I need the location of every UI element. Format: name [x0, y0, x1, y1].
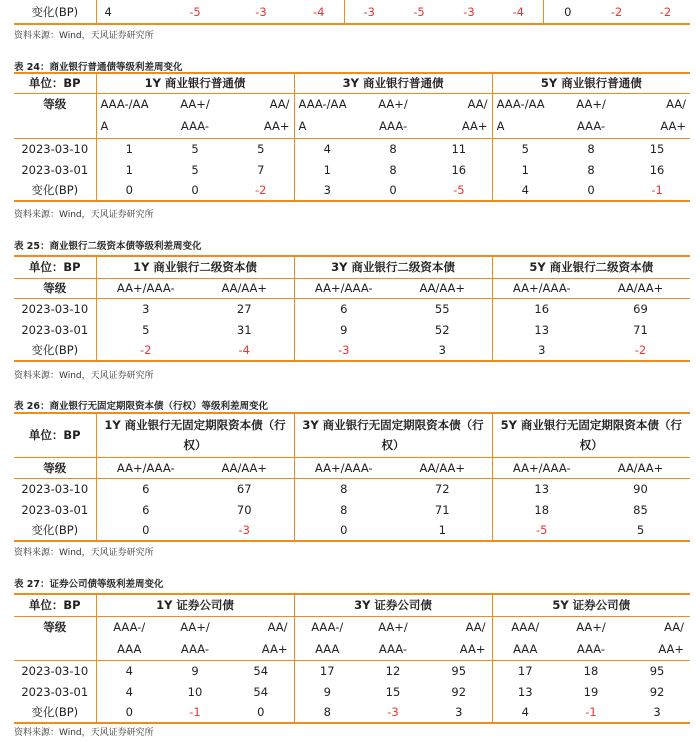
table-cell: 8	[389, 162, 397, 177]
table-cell: -3	[294, 340, 393, 361]
table-cell: 3	[492, 340, 591, 361]
table-row	[14, 520, 690, 541]
table-cell: 3	[393, 340, 492, 361]
table-cell: 9	[191, 663, 199, 678]
table-cell: -5	[492, 520, 591, 541]
column-header: AAA-/	[96, 616, 162, 638]
table-cell: 17	[492, 660, 558, 681]
unit-label: 单位：BP	[14, 256, 96, 278]
table-cell: 8	[294, 702, 360, 723]
table-cell: 4	[492, 702, 558, 723]
table-cell: 13	[492, 681, 558, 702]
table-cell: 8	[294, 499, 393, 520]
table-cell: -1	[558, 702, 624, 723]
table-24	[14, 72, 690, 202]
table-cell: 9	[294, 681, 360, 702]
grade-label: 等级	[43, 620, 67, 635]
table-cell: 1	[96, 138, 162, 159]
group-header: 1Y 商业银行二级资本债	[96, 256, 294, 278]
column-header: AA+/AAA-	[294, 457, 393, 478]
table-cell: 1	[96, 159, 162, 180]
row-label: 2023-03-01	[21, 502, 89, 517]
group-header: 5Y 商业银行无固定期限资本债（行权）	[492, 413, 690, 457]
row-label: 2023-03-01	[21, 322, 89, 337]
table-row	[14, 340, 690, 361]
table-cell: 4	[294, 138, 360, 159]
group-header: 5Y 商业银行二级资本债	[492, 256, 690, 278]
table-cell: 5	[492, 138, 558, 159]
group-header: 1Y 商业银行无固定期限资本债（行权）	[96, 413, 294, 457]
grade-label: 等级	[14, 278, 96, 298]
column-header: AA+/	[576, 97, 606, 112]
row-label: 变化(BP)	[14, 340, 96, 361]
table-cell: 31	[236, 322, 252, 337]
unit-label: 单位：BP	[14, 594, 96, 616]
column-header: AA/	[467, 97, 488, 112]
table-cell: -2	[96, 340, 195, 361]
table-cell: 16	[492, 298, 591, 319]
table-cell: 13	[492, 319, 591, 340]
row-label: 2023-03-10	[21, 301, 89, 316]
table-cell: 19	[583, 684, 599, 699]
unit-label: 单位：BP	[14, 73, 96, 93]
column-header: AAA	[96, 638, 162, 660]
column-header: AAA-/AA	[294, 93, 360, 115]
table-cell: 54	[253, 684, 269, 699]
column-header: AA+/	[180, 97, 210, 112]
table-26	[14, 412, 690, 542]
table-title: 表 27：证券公司债等级利差周变化	[14, 579, 164, 590]
table-cell: 27	[236, 301, 252, 316]
table-title: 表 25：商业银行二级资本债等级利差周变化	[14, 241, 202, 252]
column-header: AA/	[666, 97, 687, 112]
table-cell: 8	[389, 141, 397, 156]
table-cell: -5	[162, 0, 228, 24]
table-title: 表 26：商业银行无固定期限资本债（行权）等级利差周变化	[14, 401, 269, 412]
table-cell: -3	[360, 702, 426, 723]
table-cell: 0	[96, 702, 162, 723]
table-row	[14, 298, 690, 319]
column-header: AA/AA+	[393, 457, 492, 478]
column-header: AAA	[492, 638, 558, 660]
table-cell: 17	[294, 660, 360, 681]
table-cell: 18	[492, 499, 591, 520]
table-cell: 0	[96, 180, 162, 201]
table-cell: 13	[492, 478, 591, 499]
table-cell: 85	[633, 502, 648, 517]
table-cell: 15	[649, 141, 665, 156]
table-cell: 9	[294, 319, 393, 340]
table-cell: -1	[162, 702, 228, 723]
table-cell: 16	[451, 162, 467, 177]
group-header: 3Y 商业银行无固定期限资本债（行权）	[294, 413, 492, 457]
table-cell: 15	[385, 684, 401, 699]
column-header: AA+/AAA-	[96, 278, 195, 298]
table-cell: 0	[228, 702, 294, 723]
table-25	[14, 255, 690, 362]
column-header: AAA-	[360, 115, 426, 138]
table-cell: 1	[393, 520, 492, 541]
row-label: 2023-03-01	[21, 684, 89, 699]
table-cell: 6	[294, 298, 393, 319]
column-header: AA/AA+	[195, 278, 294, 298]
table-cell: 3	[96, 298, 195, 319]
column-header: AA/	[664, 620, 685, 635]
table-row	[14, 319, 690, 340]
column-header: AA+/	[378, 620, 408, 635]
table-cell: 0	[558, 180, 624, 201]
group-header: 1Y 证券公司债	[96, 594, 294, 616]
table-row	[14, 180, 690, 201]
column-header: AA/	[465, 620, 486, 635]
table-cell: 16	[649, 162, 665, 177]
column-header: AA/AA+	[591, 278, 690, 298]
table-cell: -2	[641, 0, 690, 24]
table-cell: 71	[434, 502, 450, 517]
table-cell: 92	[649, 684, 665, 699]
column-header: AA+/	[378, 97, 408, 112]
row-label: 2023-03-01	[21, 162, 89, 177]
row-label: 变化(BP)	[14, 702, 96, 723]
table-title: 表 24：商业银行普通债等级利差周变化	[14, 62, 183, 73]
table-cell: 10	[187, 684, 203, 699]
column-header: AA+/AAA-	[294, 278, 393, 298]
column-header: AAA-	[360, 638, 426, 660]
row-label: 2023-03-10	[21, 481, 89, 496]
table-cell: 0	[294, 520, 393, 541]
table-cell: 5	[96, 319, 195, 340]
grade-label: 等级	[43, 97, 67, 112]
column-header: AAA-	[162, 115, 228, 138]
prev-table-tail	[14, 0, 690, 25]
table-cell: 4	[96, 0, 162, 24]
table-cell: 95	[649, 663, 665, 678]
table-row	[14, 138, 690, 159]
column-header: AA+/	[576, 620, 606, 635]
column-header: AAA-	[162, 638, 228, 660]
row-label: 变化(BP)	[14, 0, 96, 24]
column-header: AA+	[624, 115, 690, 138]
column-header: AAA	[294, 638, 360, 660]
source-note: 资料来源：Wind，天风证券研究所	[14, 31, 154, 41]
column-header: AA+/	[180, 620, 210, 635]
column-header: AA+	[426, 638, 492, 660]
table-cell: -1	[624, 180, 690, 201]
table-cell: 95	[451, 663, 467, 678]
table-cell: 0	[96, 520, 195, 541]
table-cell: -2	[592, 0, 641, 24]
column-header: AA+	[624, 638, 690, 660]
table-cell: -4	[195, 340, 294, 361]
table-cell: 70	[236, 502, 252, 517]
column-header: A	[492, 115, 558, 138]
table-cell: 6	[96, 499, 195, 520]
table-cell: 92	[451, 684, 467, 699]
table-cell: 1	[294, 159, 360, 180]
group-header: 3Y 商业银行普通债	[294, 73, 492, 93]
group-header: 1Y 商业银行普通债	[96, 73, 294, 93]
table-cell: 0	[162, 180, 228, 201]
table-row	[14, 681, 690, 702]
table-cell: 4	[492, 180, 558, 201]
table-cell: 3	[426, 702, 492, 723]
source-note: 资料来源：Wind，天风证券研究所	[14, 548, 154, 558]
table-cell: -3	[228, 0, 294, 24]
table-cell: 5	[191, 141, 199, 156]
table-row	[14, 660, 690, 681]
row-label: 2023-03-10	[21, 141, 89, 156]
column-header: AAA-	[558, 115, 624, 138]
table-cell: -3	[344, 0, 394, 24]
column-header: AA+	[228, 638, 294, 660]
table-cell: 55	[434, 301, 450, 316]
column-header: AAA-	[558, 638, 624, 660]
unit-label: 单位：BP	[14, 413, 96, 457]
table-cell: -2	[228, 180, 294, 201]
table-cell: 5	[191, 162, 199, 177]
row-label: 2023-03-10	[21, 663, 89, 678]
table-cell: 69	[633, 301, 648, 316]
column-header: AAA-/AA	[96, 93, 162, 115]
table-row	[14, 499, 690, 520]
column-header: AAA-/	[294, 616, 360, 638]
table-cell: 72	[434, 481, 450, 496]
column-header: AAA/	[492, 616, 558, 638]
column-header: AA/AA+	[393, 278, 492, 298]
table-cell: 8	[587, 162, 595, 177]
table-row	[14, 478, 690, 499]
table-cell: -3	[444, 0, 494, 24]
column-header: AA/AA+	[195, 457, 294, 478]
row-label: 变化(BP)	[14, 520, 96, 541]
table-cell: 90	[633, 481, 648, 496]
column-header: AA/AA+	[591, 457, 690, 478]
table-row	[14, 702, 690, 723]
table-cell: 11	[451, 141, 467, 156]
table-cell: -4	[494, 0, 543, 24]
group-header: 3Y 商业银行二级资本债	[294, 256, 492, 278]
column-header: AA+	[426, 115, 492, 138]
table-cell: 5	[257, 141, 265, 156]
table-cell: 7	[257, 162, 265, 177]
table-cell: -5	[426, 180, 492, 201]
table-cell: 8	[294, 478, 393, 499]
table-27	[14, 593, 690, 724]
table-cell: 6	[96, 478, 195, 499]
table-cell: 54	[253, 663, 269, 678]
table-cell: 71	[633, 322, 648, 337]
table-cell: 12	[385, 663, 401, 678]
table-cell: 8	[587, 141, 595, 156]
column-header: AAA-/AA	[492, 93, 558, 115]
source-note: 资料来源：Wind，天风证券研究所	[14, 728, 154, 738]
source-note: 资料来源：Wind，天风证券研究所	[14, 371, 154, 381]
row-label: 变化(BP)	[14, 180, 96, 201]
table-cell: -4	[294, 0, 344, 24]
table-cell: 67	[236, 481, 252, 496]
table-cell: 4	[96, 660, 162, 681]
column-header: AA+	[228, 115, 294, 138]
table-cell: -2	[591, 340, 690, 361]
table-cell: -3	[195, 520, 294, 541]
column-header: AA+/AAA-	[492, 278, 591, 298]
table-cell: 3	[624, 702, 690, 723]
source-note: 资料来源：Wind，天风证券研究所	[14, 210, 154, 220]
table-cell: 52	[434, 322, 450, 337]
table-cell: 18	[583, 663, 599, 678]
table-cell: 3	[294, 180, 360, 201]
group-header: 5Y 证券公司债	[492, 594, 690, 616]
column-header: AA+/AAA-	[492, 457, 591, 478]
table-row	[14, 159, 690, 180]
column-header: A	[96, 115, 162, 138]
table-cell: 1	[492, 159, 558, 180]
table-cell: 0	[543, 0, 592, 24]
table-cell: 4	[96, 681, 162, 702]
group-header: 5Y 商业银行普通债	[492, 73, 690, 93]
table-cell: 5	[591, 520, 690, 541]
table-cell: -5	[394, 0, 444, 24]
table-cell: 0	[360, 180, 426, 201]
column-header: AA+/AAA-	[96, 457, 195, 478]
group-header: 3Y 证券公司债	[294, 594, 492, 616]
column-header: AA/	[269, 97, 290, 112]
column-header: A	[294, 115, 360, 138]
grade-label: 等级	[14, 457, 96, 478]
column-header: AA/	[267, 620, 288, 635]
